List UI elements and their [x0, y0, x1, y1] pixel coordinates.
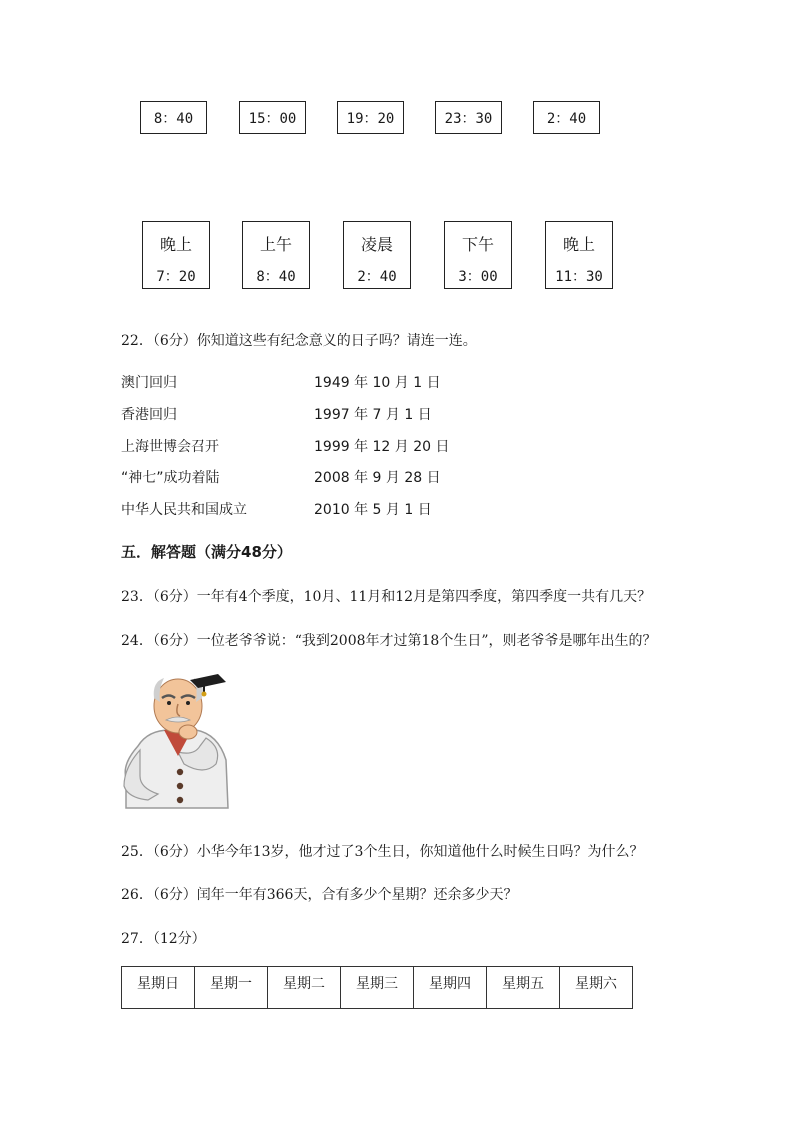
period-name: 凌晨: [360, 235, 393, 254]
clock-box-2: [239, 101, 306, 134]
question-23: 23．（6分）一年有4个季度，10月、11月和12月是第四季度，第四季度一共有几天？: [121, 589, 652, 605]
date-item: 1997 年 7 月 1 日: [314, 407, 432, 423]
date-item: 1999 年 12 月 20 日: [314, 439, 450, 455]
question-26: 26．（6分）闰年一年有366天，合有多少个星期？还余多少天？: [121, 887, 518, 903]
period-time: 11：30: [555, 269, 603, 285]
date-item: 1949 年 10 月 1 日: [314, 375, 441, 391]
event-item: 中华人民共和国成立: [121, 502, 247, 518]
weekday-cell: 星期三: [341, 967, 414, 1009]
period-name: 晚上: [562, 235, 595, 254]
period-box-3: [343, 221, 411, 289]
event-item: 澳门回归: [121, 375, 177, 391]
question-27: 27．（12分）: [121, 931, 206, 947]
old-professor-illustration: [118, 668, 236, 810]
period-name: 晚上: [159, 235, 192, 254]
period-time: 7：20: [156, 269, 196, 285]
clock-time: 8：40: [153, 110, 194, 127]
period-name: 下午: [461, 235, 494, 254]
weekday-cell: 星期六: [560, 967, 633, 1009]
period-box-1: [142, 221, 210, 289]
clock-time: 23：30: [444, 110, 493, 127]
weekday-table: [121, 966, 633, 1009]
clock-box-4: [435, 101, 502, 134]
clock-box-5: [533, 101, 600, 134]
period-time: 8：40: [256, 269, 296, 285]
weekday-cell: 星期一: [195, 967, 268, 1009]
question-24: 24．（6分）一位老爷爷说：“我到2008年才过第18个生日”，则老爷爷是哪年出生的？: [121, 633, 657, 649]
period-box-2: [242, 221, 310, 289]
clock-time: 15：00: [248, 110, 297, 127]
period-name: 上午: [259, 235, 292, 254]
period-time: 3：00: [458, 269, 498, 285]
clock-box-1: [140, 101, 207, 134]
clock-time: 19：20: [346, 110, 395, 127]
question-22: 22．（6分）你知道这些有纪念意义的日子吗？请连一连。: [121, 333, 477, 349]
event-item: “神七”成功着陆: [121, 470, 220, 486]
clock-box-3: [337, 101, 404, 134]
event-item: 香港回归: [121, 407, 177, 423]
weekday-cell: 星期二: [268, 967, 341, 1009]
period-box-4: [444, 221, 512, 289]
weekday-cell: 星期四: [414, 967, 487, 1009]
date-item: 2008 年 9 月 28 日: [314, 470, 441, 486]
table-row: [122, 967, 633, 1009]
weekday-cell: 星期日: [122, 967, 195, 1009]
period-time: 2：40: [357, 269, 397, 285]
section-heading: 五．解答题（满分48分）: [121, 543, 292, 561]
date-item: 2010 年 5 月 1 日: [314, 502, 432, 518]
question-25: 25．（6分）小华今年13岁，他才过了3个生日，你知道他什么时候生日吗？为什么？: [121, 844, 644, 860]
period-box-5: [545, 221, 613, 289]
clock-time: 2：40: [546, 110, 587, 127]
weekday-cell: 星期五: [487, 967, 560, 1009]
event-item: 上海世博会召开: [121, 439, 219, 455]
